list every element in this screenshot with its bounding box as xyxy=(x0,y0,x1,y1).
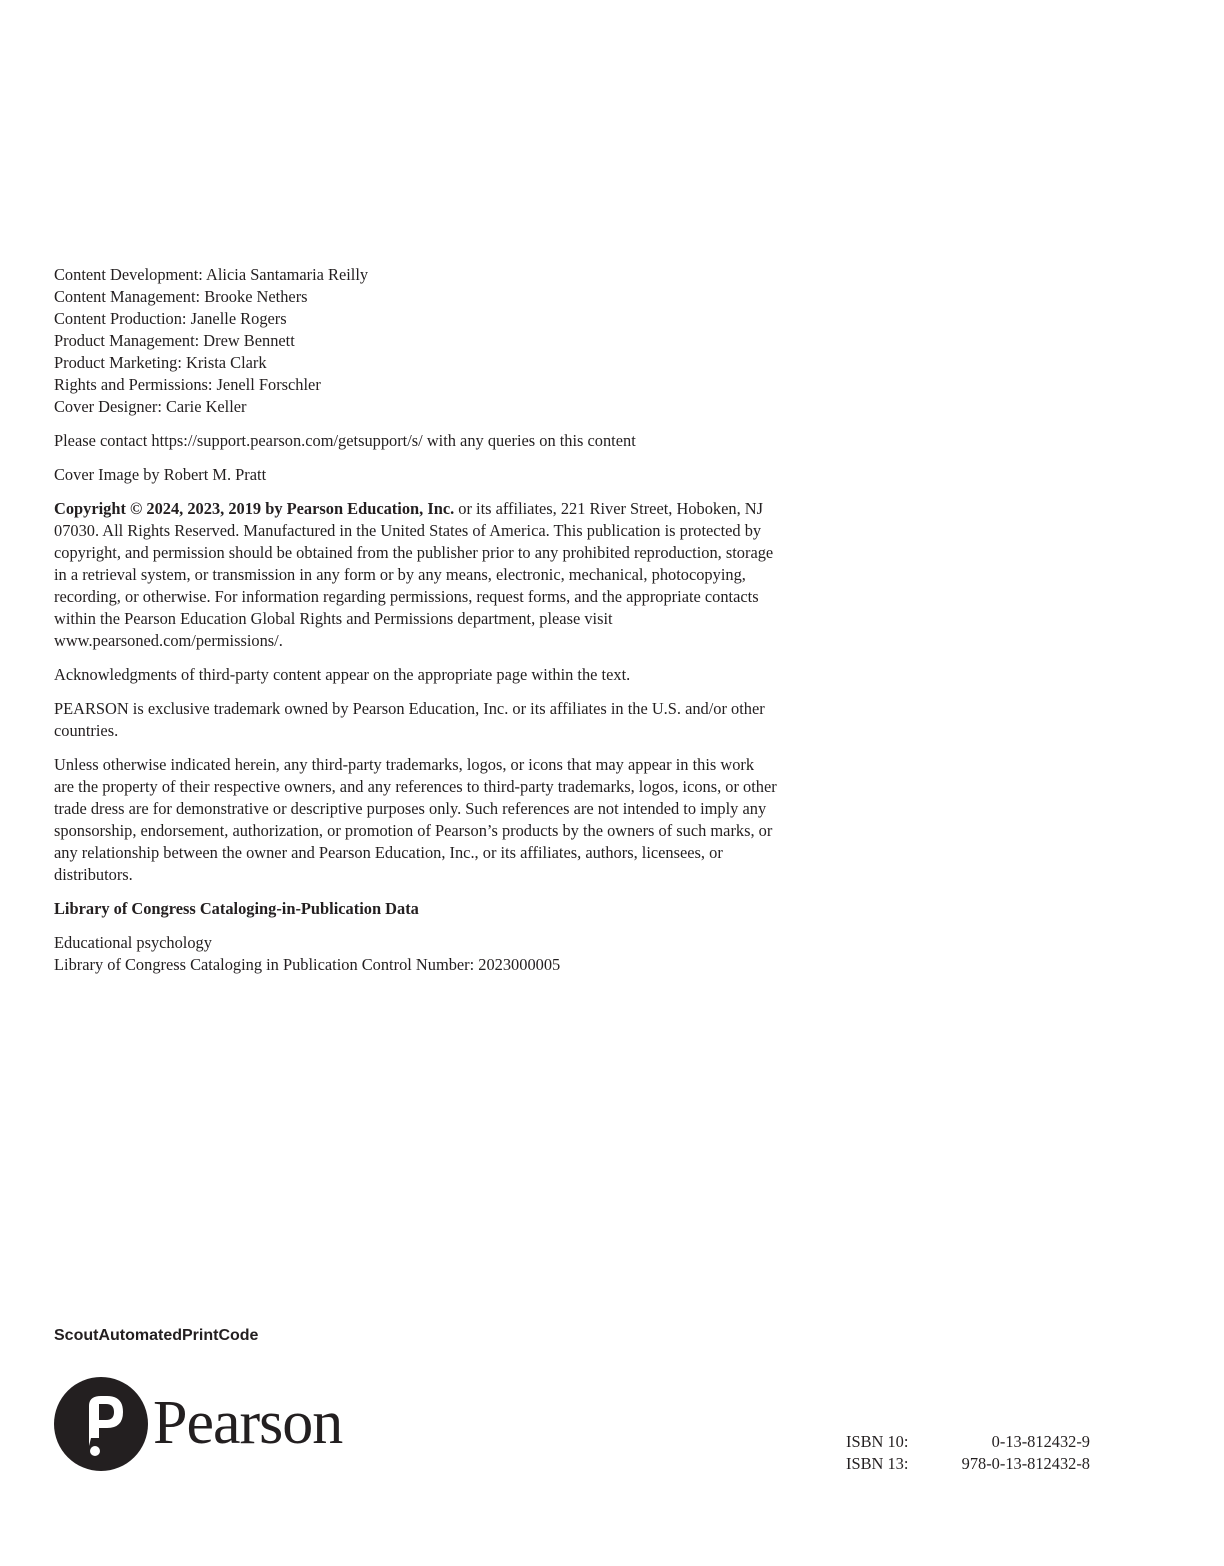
isbn-label: ISBN 13: xyxy=(846,1454,909,1473)
credit-line: Cover Designer: Carie Keller xyxy=(54,397,247,416)
pearson-p-logo-icon xyxy=(54,1377,148,1471)
copyright-statement: Copyright © 2024, 2023, 2019 by Pearson Education, Inc. xyxy=(54,499,455,518)
acknowledgments-notice: Acknowledgments of third-party content appear on the appropriate page within the text. xyxy=(54,665,631,684)
credit-line: Product Management: Drew Bennett xyxy=(54,331,295,350)
copyright-details: or its affiliates, 221 River Street, Hoboken, NJ 07030. All Rights Reserved. Manufactured in the United States of America. This publication is protected by copyright, and permission should be obtained from the publisher prior to any prohibited reproduction, storage in a retrieval system, or transmission in any form or by any means, electronic, mechanical, photocopying, recording, or otherwise. For information regarding permissions, request forms, and the appropriate contacts within the Pearson Education Global Rights and Permissions department, please visit www.pearsoned.com/permissions/. xyxy=(54,499,774,650)
copyright-notice xyxy=(54,498,778,652)
credits-list xyxy=(54,264,778,418)
cover-image-credit: Cover Image by Robert M. Pratt xyxy=(54,465,267,484)
print-code: ScoutAutomatedPrintCode xyxy=(54,1327,259,1344)
credit-line: Content Management: Brooke Nethers xyxy=(54,287,308,306)
copyright-page-text xyxy=(54,264,778,988)
credit-line: Content Production: Janelle Rogers xyxy=(54,309,287,328)
isbn-13-row xyxy=(846,1453,1090,1475)
pearson-wordmark: Pearson xyxy=(153,1389,343,1457)
isbn-value: 0-13-812432-9 xyxy=(991,1432,1090,1451)
contact-notice: Please contact https://support.pearson.com/getsupport/s/ with any queries on this content xyxy=(54,431,636,450)
loc-data xyxy=(54,932,778,976)
isbn-10-row xyxy=(846,1431,1090,1453)
pearson-logo xyxy=(53,1376,383,1472)
isbn-block xyxy=(846,1431,1090,1475)
isbn-label: ISBN 10: xyxy=(846,1432,909,1451)
trademark-notice: PEARSON is exclusive trademark owned by Pearson Education, Inc. or its affiliates in the U.S. and/or other countries. xyxy=(54,699,765,740)
isbn-value: 978-0-13-812432-8 xyxy=(961,1454,1090,1473)
credit-line: Content Development: Alicia Santamaria Reilly xyxy=(54,265,369,284)
loc-subject: Educational psychology xyxy=(54,933,212,952)
credit-line: Rights and Permissions: Jenell Forschler xyxy=(54,375,321,394)
loc-control-number: Library of Congress Cataloging in Publication Control Number: 2023000005 xyxy=(54,955,561,974)
loc-heading: Library of Congress Cataloging-in-Publication Data xyxy=(54,899,419,918)
credit-line: Product Marketing: Krista Clark xyxy=(54,353,267,372)
third-party-trademark-notice: Unless otherwise indicated herein, any third-party trademarks, logos, or icons that may appear in this work are the property of their respective owners, and any references to third-party trademarks, logos, icons, or other trade dress are for demonstrative or descriptive purposes only. Such references are not intended to imply any sponsorship, endorsement, authorization, or promotion of Pearson’s products by the owners of such marks, or any relationship between the owner and Pearson Education, Inc., or its affiliates, authors, licensees, or distributors. xyxy=(54,755,777,884)
